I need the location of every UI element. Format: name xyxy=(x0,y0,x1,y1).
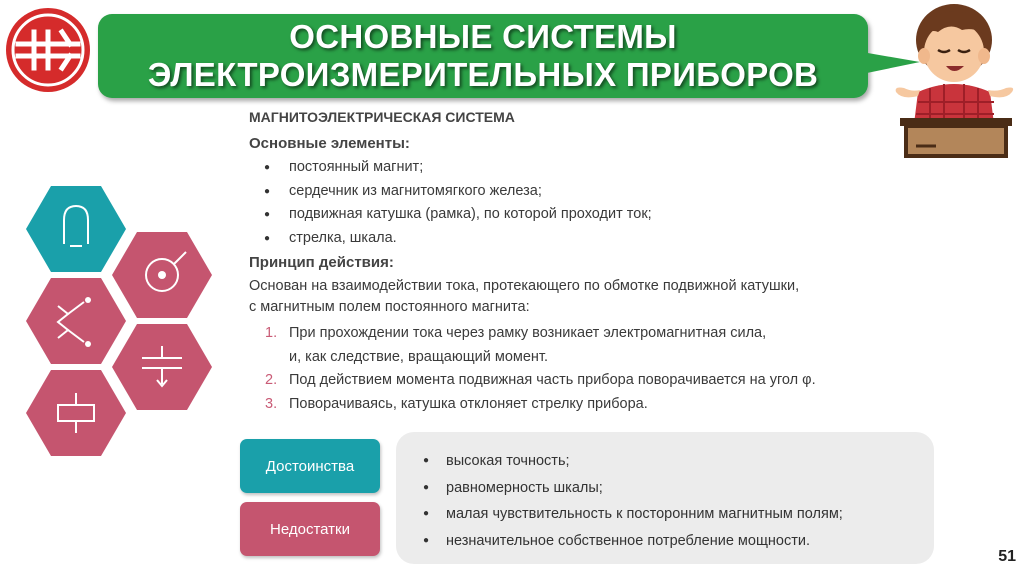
list-item: ● подвижная катушка (рамка), по которой проходит ток; xyxy=(249,203,909,227)
list-item: ● высокая точность; xyxy=(420,448,843,475)
main-content xyxy=(249,108,909,416)
step-item xyxy=(249,322,909,369)
step-number: 3. xyxy=(265,395,278,412)
step-item xyxy=(249,369,909,393)
principle-title: Принцип действия: xyxy=(249,254,394,271)
advantages-panel xyxy=(396,432,934,564)
disadvantages-button[interactable]: Недостатки xyxy=(240,502,380,556)
step-item xyxy=(249,393,909,417)
list-item: ● стрелка, шкала. xyxy=(249,227,909,251)
step-text: Поворачиваясь, катушка отклоняет стрелку прибора. xyxy=(289,395,648,412)
title-banner xyxy=(98,14,868,98)
spring-icon xyxy=(26,278,126,364)
step-text: При прохождении тока через рамку возникает электромагнитная сила, xyxy=(289,325,767,341)
logo-icon xyxy=(4,6,92,94)
banner-title-line1: ОСНОВНЫЕ СИСТЕМЫ xyxy=(289,18,677,55)
coil-symbol-icon xyxy=(112,232,212,318)
principle-line2: с магнитным полем постоянного магнита: xyxy=(249,299,530,315)
magnet-icon xyxy=(26,186,126,272)
list-item: ● незначительное собственное потребление мощности. xyxy=(420,528,843,555)
principle-line1: Основан на взаимодействии тока, протекающего по обмотке подвижной катушки, xyxy=(249,278,800,294)
list-item: ● равномерность шкалы; xyxy=(420,475,843,502)
list-item: ● постоянный магнит; xyxy=(249,156,909,180)
step-text-continued: и, как следствие, вращающий момент. xyxy=(289,348,548,365)
teacher-illustration xyxy=(890,0,1020,160)
step-number: 2. xyxy=(265,372,278,388)
list-item: ● малая чувствительность к посторонним магнитным полям; xyxy=(420,501,843,528)
elements-title: Основные элементы: xyxy=(249,135,410,152)
step-text: Под действием момента подвижная часть прибора поворачивается на угол φ. xyxy=(289,372,816,388)
hexagon-icons xyxy=(26,186,216,458)
principle-text xyxy=(249,276,909,318)
advantages-button[interactable]: Достоинства xyxy=(240,439,380,493)
system-title: МАГНИТОЭЛЕКТРИЧЕСКАЯ СИСТЕМА xyxy=(249,109,515,125)
step-number: 1. xyxy=(265,325,278,341)
resistor-icon xyxy=(26,370,126,456)
capacitor-icon xyxy=(112,324,212,410)
principle-steps xyxy=(249,322,909,416)
banner-title-line2: ЭЛЕКТРОИЗМЕРИТЕЛЬНЫХ ПРИБОРОВ xyxy=(147,56,819,93)
elements-list xyxy=(249,156,909,250)
page-number: 51 xyxy=(998,548,1016,565)
list-item: ● сердечник из магнитомягкого железа; xyxy=(249,180,909,204)
advantages-list xyxy=(420,448,843,554)
